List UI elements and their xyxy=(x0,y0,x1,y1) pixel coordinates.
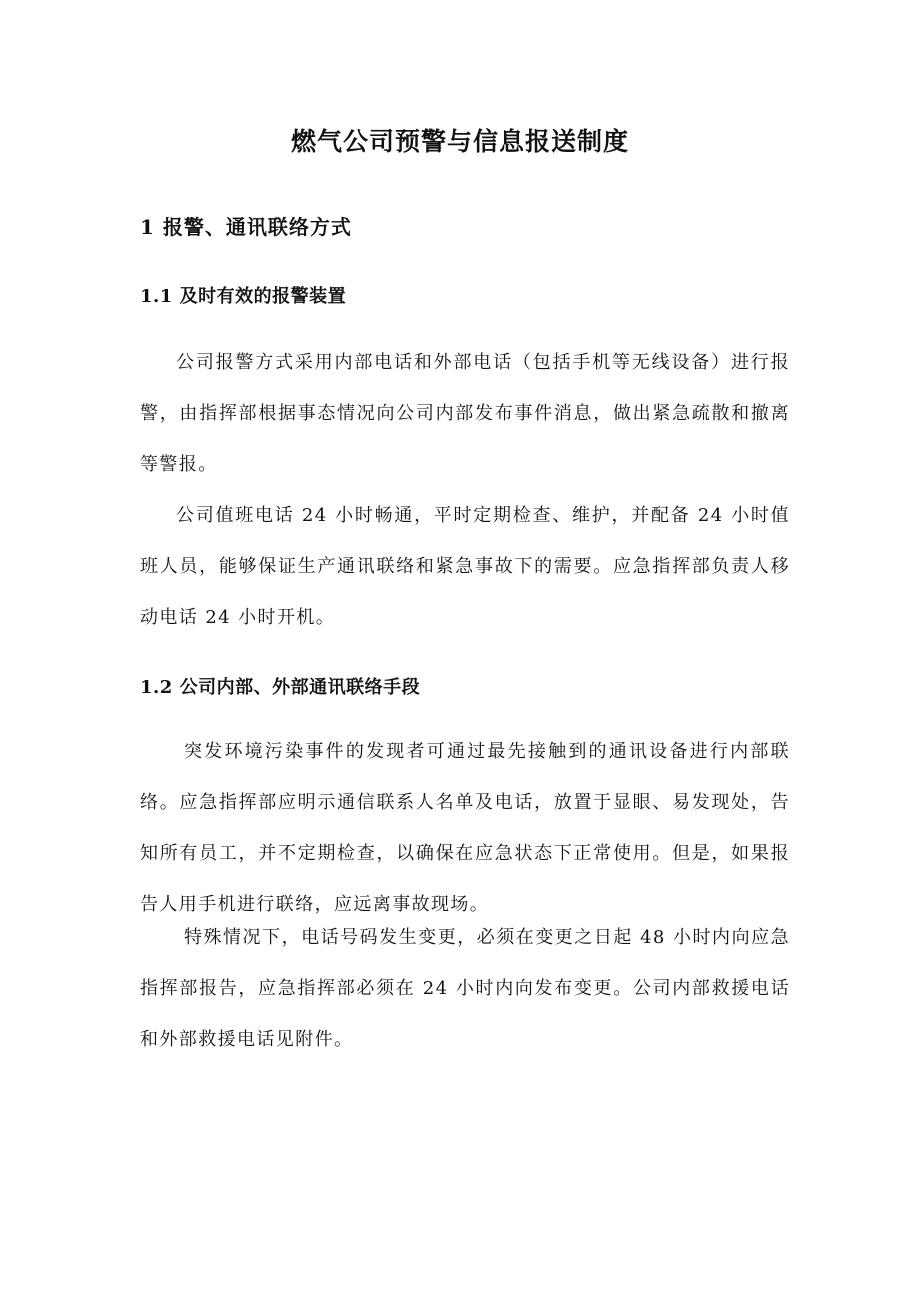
paragraph: 突发环境污染事件的发现者可通过最先接触到的通讯设备进行内部联络。应急指挥部应明示通信联系人名单及电话，放置于显眼、易发现处，告知所有员工，并不定期检查，以确保在应急状态下正常使用。但是，如果报告人用手机进行联络，应远离事故现场。 xyxy=(140,741,790,915)
document-title: 燃气公司预警与信息报送制度 xyxy=(290,127,629,156)
paragraph: 公司报警方式采用内部电话和外部电话（包括手机等无线设备）进行报警，由指挥部根据事态情况向公司内部发布事件消息，做出紧急疏散和撤离等警报。 xyxy=(140,352,790,475)
paragraph: 特殊情况下，电话号码发生变更，必须在变更之日起 48 小时内向应急指挥部报告，应急指挥部必须在 24 小时内向发布变更。公司内部救援电话和外部救援电话见附件。 xyxy=(140,927,790,1050)
section-1-heading: 1 报警、通讯联络方式 xyxy=(140,215,352,239)
paragraph: 公司值班电话 24 小时畅通，平时定期检查、维护，并配备 24 小时值班人员，能够保证生产通讯联络和紧急事故下的需要。应急指挥部负责人移动电话 24 小时开机。 xyxy=(140,505,790,628)
section-1-1-heading: 1.1 及时有效的报警装置 xyxy=(140,286,347,307)
section-1-2-heading: 1.2 公司内部、外部通讯联络手段 xyxy=(140,677,421,698)
